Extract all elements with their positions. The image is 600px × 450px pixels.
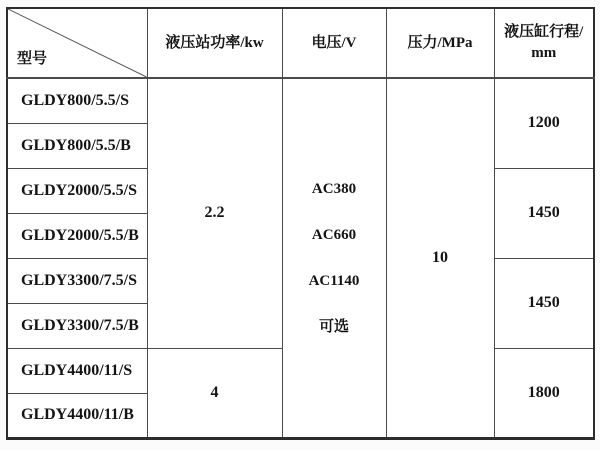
power-value-2-2: 2.2 — [147, 78, 282, 348]
model-cell-gldy800s: GLDY800/5.5/S — [7, 78, 147, 123]
pressure-value: 10 — [386, 78, 494, 438]
header-voltage-label: 电压/V — [282, 8, 386, 78]
voltage-cell — [282, 78, 386, 438]
header-row — [7, 8, 594, 78]
model-cell-gldy2000b: GLDY2000/5.5/B — [7, 213, 147, 258]
spec-table — [6, 7, 595, 440]
power-value-4: 4 — [147, 348, 282, 438]
voltage-option-ac1140: AC1140 — [308, 272, 360, 289]
stroke-value-1450a: 1450 — [494, 168, 594, 258]
stroke-value-1800: 1800 — [494, 348, 594, 438]
model-cell-gldy2000s: GLDY2000/5.5/S — [7, 168, 147, 213]
model-cell-gldy3300s: GLDY3300/7.5/S — [7, 258, 147, 303]
voltage-option-ac380: AC380 — [311, 180, 357, 197]
header-stroke-label — [494, 8, 594, 78]
header-power-label: 液压站功率/kw — [147, 8, 282, 78]
voltage-option-optional: 可选 — [318, 318, 349, 335]
header-pressure-label: 压力/MPa — [386, 8, 494, 78]
header-stroke-line2: mm — [531, 45, 557, 61]
model-cell-gldy4400s: GLDY4400/11/S — [7, 348, 147, 393]
model-cell-gldy3300b: GLDY3300/7.5/B — [7, 303, 147, 348]
model-cell-gldy800b: GLDY800/5.5/B — [7, 123, 147, 168]
model-cell-gldy4400b: GLDY4400/11/B — [7, 393, 147, 438]
table-row — [7, 78, 594, 123]
header-model-label: 型号 — [17, 51, 48, 67]
stroke-value-1200: 1200 — [494, 78, 594, 168]
voltage-option-ac660: AC660 — [311, 226, 357, 243]
stroke-value-1450b: 1450 — [494, 258, 594, 348]
header-stroke-line1: 液压缸行程/ — [504, 24, 584, 40]
header-model-cell — [7, 8, 147, 78]
